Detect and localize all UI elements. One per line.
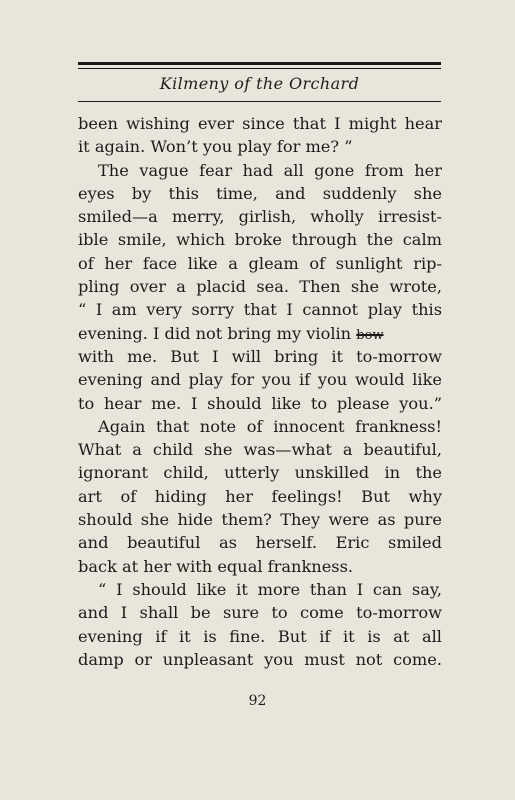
- text-line: pling over a placid sea. Then she wrote,: [78, 277, 442, 297]
- text-line: “ I am very sorry that I cannot play this: [78, 300, 442, 320]
- text-line: been wishing ever since that I might hear: [78, 114, 442, 133]
- text-line: eyes by this time, and suddenly she: [78, 183, 442, 203]
- text-line: it again. Won’t you play for me? ”: [78, 137, 353, 157]
- text-line: ible smile, which broke through the calm: [78, 230, 442, 250]
- text-line: of her face like a gleam of sunlight rip-: [78, 253, 442, 273]
- text-line: to hear me. I should like to please you.”: [78, 393, 442, 413]
- text-line: Again that note of innocent frankness!: [98, 416, 442, 436]
- text-line: smiled—a merry, girlish, wholly irresist-: [78, 207, 442, 227]
- text-line: and beautiful as herself. Eric smiled: [78, 533, 442, 553]
- text-line-with-deletion: [78, 322, 442, 345]
- text-line: and I shall be sure to come to-morrow: [78, 603, 442, 623]
- text-line: should she hide them? They were as pure: [78, 510, 442, 530]
- page-number: 92: [248, 693, 267, 709]
- struck-word: bow: [356, 327, 384, 343]
- text-line: back at her with equal frankness.: [78, 556, 354, 576]
- text-line: “ I should like it more than I can say,: [98, 579, 442, 599]
- text-line: with me. But I will bring it to-morrow: [78, 346, 442, 366]
- header-rule-bottom: [78, 101, 441, 102]
- header-rule-thin: [78, 68, 441, 69]
- text-line: evening if it is fine. But if it is at all: [78, 626, 442, 646]
- text-line: What a child she was—what a beautiful,: [78, 440, 442, 460]
- text-line: ignorant child, utterly unskilled in the: [78, 463, 442, 483]
- running-head: Kilmeny of the Orchard: [159, 74, 360, 93]
- text-line: evening. I did not bring my violin: [78, 323, 352, 343]
- text-line: evening and play for you if you would like: [78, 370, 442, 390]
- body-text: [78, 112, 442, 671]
- header-rule-thick: [78, 62, 441, 65]
- text-line: damp or unpleasant you must not come.: [78, 649, 442, 669]
- text-line: art of hiding her feelings! But why: [78, 486, 442, 506]
- text-line: The vague fear had all gone from her: [98, 160, 442, 180]
